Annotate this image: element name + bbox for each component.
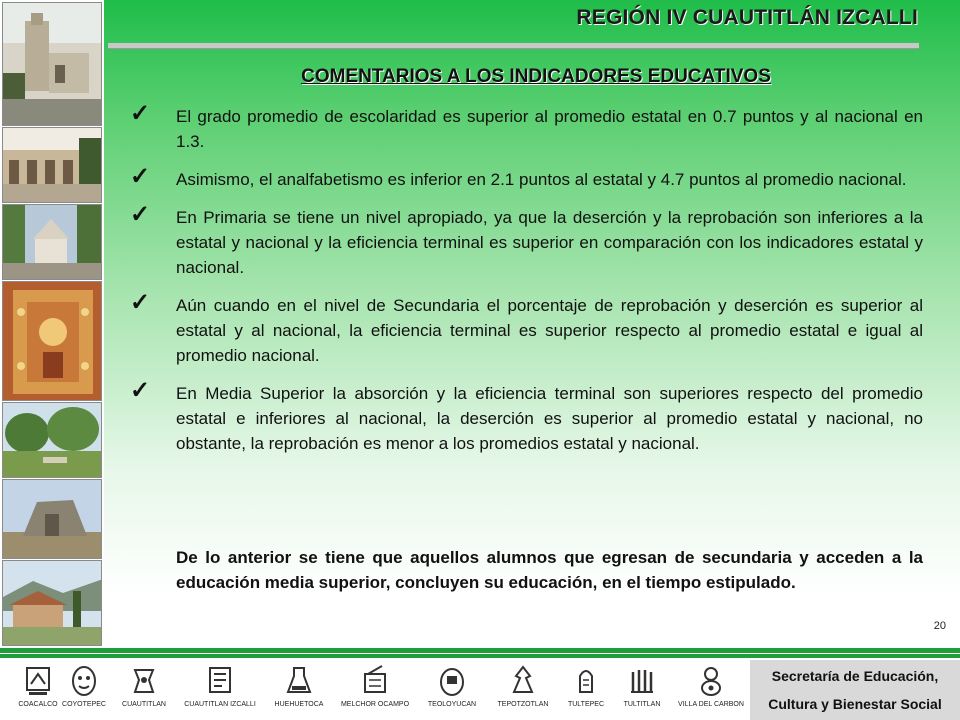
municipality-label: TEOLOYUCAN	[427, 701, 477, 708]
tultepec-logo	[562, 664, 610, 708]
coyotepec-logo	[58, 664, 110, 708]
tepotzotlan-logo	[490, 664, 556, 708]
comment-text: Asimismo, el analfabetismo es inferior en 2.1 puntos al estatal y 4.7 puntos al promedio nacional.	[176, 170, 907, 189]
list-item	[130, 289, 923, 368]
park-photo	[2, 402, 102, 478]
checkmark-icon: ✓	[130, 100, 151, 127]
arcade-photo	[2, 127, 102, 203]
list-item	[130, 201, 923, 280]
huehuetoca-logo	[268, 664, 330, 708]
municipality-label: HUEHUETOCA	[274, 701, 324, 708]
municipality-label: VILLA DEL CARBON	[678, 701, 744, 708]
municipality-label: CUAUTITLAN IZCALLI	[184, 701, 256, 708]
checkmark-icon: ✓	[130, 163, 151, 190]
list-item	[130, 163, 923, 192]
checkmark-icon: ✓	[130, 289, 151, 316]
page-number: 20	[933, 620, 946, 632]
municipality-label: COYOTEPEC	[62, 701, 106, 708]
municipality-logos	[0, 660, 750, 720]
secretaria-banner	[750, 660, 960, 720]
melchor-ocampo-logo	[338, 664, 412, 708]
footer-divider-bottom	[0, 654, 960, 658]
section-title: COMENTARIOS A LOS INDICADORES EDUCATIVOS	[301, 66, 771, 87]
municipality-label: MELCHOR OCAMPO	[340, 701, 410, 708]
municipality-label: TULTEPEC	[567, 701, 605, 708]
photo-strip	[0, 0, 104, 648]
header-divider	[108, 43, 919, 49]
comment-text: El grado promedio de escolaridad es superior al promedio estatal en 0.7 puntos y al nacional en 1.3.	[176, 107, 923, 151]
comment-text: Aún cuando en el nivel de Secundaria el porcentaje de reprobación y deserción es superior al estatal y al nacional, la eficiencia terminal es superior respecto al promedio estatal e igual al promedio nacional.	[176, 296, 923, 365]
list-item	[130, 377, 923, 456]
municipality-label: TEPOTZOTLAN	[497, 701, 549, 708]
list-item	[130, 100, 923, 154]
cuautitlan-izcalli-logo	[176, 664, 264, 708]
comment-text: En Media Superior la absorción y la eficiencia terminal son superiores respecto del promedio estatal e inferiores al nacional, la deserción es superior al promedio estatal y nacional, no obstante, la reprobación es menor a los promedios estatal y nacional.	[176, 384, 923, 453]
comments-list	[130, 100, 923, 469]
kiosk-photo	[2, 204, 102, 280]
comment-text: En Primaria se tiene un nivel apropiado, ya que la deserción y la reprobación son inferiores a la estatal y nacional y la eficiencia terminal es superior en comparación con los indicadores estatal y nacional.	[176, 208, 923, 277]
region-title: REGIÓN IV CUAUTITLÁN IZCALLI	[576, 6, 918, 29]
checkmark-icon: ✓	[130, 201, 151, 228]
teoloyucan-logo	[418, 664, 486, 708]
coacalco-logo	[16, 664, 60, 708]
checkmark-icon: ✓	[130, 377, 151, 404]
tultitlan-logo	[614, 664, 670, 708]
cuautitlan-logo	[116, 664, 172, 708]
ruins-photo	[2, 479, 102, 559]
footer-divider-top	[0, 648, 960, 653]
secretaria-line-2: Cultura y Bienestar Social	[768, 696, 942, 712]
church-photo	[2, 2, 102, 126]
municipality-label: TULTITLAN	[623, 701, 661, 708]
secretaria-line-1: Secretaría de Educación,	[771, 668, 939, 684]
municipality-label: CUAUTITLAN	[122, 701, 166, 708]
town-photo	[2, 560, 102, 646]
conclusion-text: De lo anterior se tiene que aquellos alumnos que egresan de secundaria y acceden a la educación media superior, concluyen su educación, en el tiempo estipulado.	[176, 548, 923, 592]
villa-del-carbon-logo	[674, 664, 748, 708]
municipality-label: COACALCO	[18, 701, 58, 708]
altar-photo	[2, 281, 102, 401]
